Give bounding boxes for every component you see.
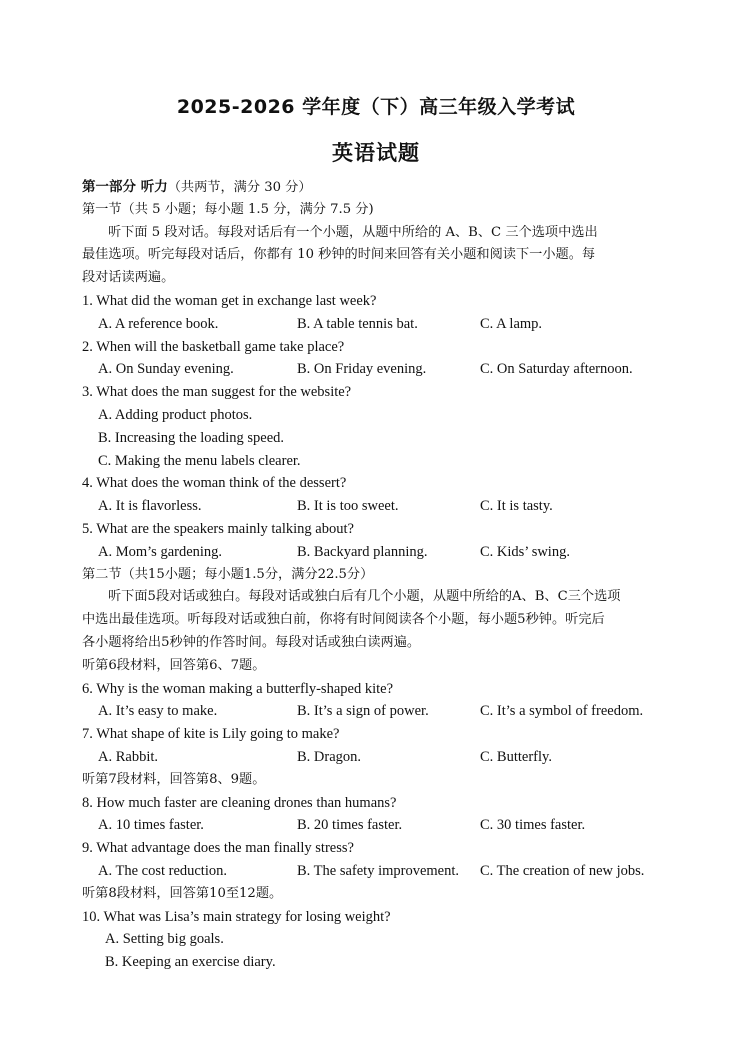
section1-instruction-line: 听下面 5 段对话。每段对话后有一个小题，从题中所给的 A、B、C 三个选项中选出 — [108, 224, 598, 240]
question-stem: 4. What does the woman think of the dessert? — [82, 475, 347, 492]
question-stem: 9. What advantage does the man finally stress? — [82, 840, 354, 857]
option-b: B. 20 times faster. — [297, 817, 403, 834]
part1-heading-note: （共两节，满分 30 分） — [167, 180, 312, 195]
section2-instruction-line: 中选出最佳选项。听每段对话或独白前，你将有时间阅读各个小题，每小题5秒钟。听完后 — [82, 612, 605, 628]
option-c: C. Making the menu labels clearer. — [98, 452, 301, 469]
option-a: A. On Sunday evening. — [98, 361, 234, 378]
option-c: C. Butterfly. — [480, 748, 552, 765]
options-row — [82, 814, 682, 837]
question-stem: 3. What does the man suggest for the website? — [82, 384, 352, 401]
options-row — [82, 541, 682, 564]
option-b: B. Increasing the loading speed. — [98, 429, 285, 446]
option-a: A. Rabbit. — [98, 748, 159, 765]
group-heading: 听第7段材料，回答第8、9题。 — [82, 771, 266, 787]
option-c: C. Kids’ swing. — [480, 543, 570, 560]
option-b: B. A table tennis bat. — [297, 315, 418, 332]
option-a: A. Mom’s gardening. — [98, 543, 223, 560]
option-c: C. 30 times faster. — [480, 817, 586, 834]
option-a: A. It is flavorless. — [98, 498, 202, 515]
option-b: B. Backyard planning. — [297, 543, 428, 560]
section2-heading: 第二节（共15小题；每小题1.5分，满分22.5分） — [82, 566, 374, 582]
option-b: B. On Friday evening. — [297, 361, 427, 378]
group-heading: 听第8段材料，回答第10至12题。 — [82, 885, 283, 901]
exam-subtitle: 英语试题 — [332, 141, 420, 165]
option-a: A. It’s easy to make. — [98, 703, 218, 720]
options-row — [82, 495, 682, 518]
option-a: A. Adding product photos. — [98, 406, 253, 423]
question-stem: 1. What did the woman get in exchange last week? — [82, 292, 377, 309]
section1-heading: 第一节（共 5 小题；每小题 1.5 分，满分 7.5 分) — [82, 201, 374, 217]
question-stem: 2. When will the basketball game take place? — [82, 338, 345, 355]
options-row — [82, 746, 682, 769]
option-b: B. It’s a sign of power. — [297, 703, 429, 720]
option-b: B. Dragon. — [297, 748, 362, 765]
option-c: C. The creation of new jobs. — [480, 862, 645, 879]
section2-instruction-line: 各小题将给出5秒钟的作答时间。每段对话或独白读两遍。 — [82, 634, 421, 650]
options-row — [82, 313, 682, 336]
options-row — [82, 860, 682, 883]
section2-instruction-line: 听下面5段对话或独白。每段对话或独白后有几个小题，从题中所给的A、B、C三个选项 — [108, 589, 621, 605]
option-a: A. Setting big goals. — [105, 931, 224, 948]
option-a: A. A reference book. — [98, 315, 219, 332]
option-c: C. On Saturday afternoon. — [480, 361, 633, 378]
option-a: A. The cost reduction. — [98, 862, 227, 879]
option-b: B. Keeping an exercise diary. — [105, 954, 276, 971]
section1-instruction-line: 段对话读两遍。 — [82, 270, 175, 286]
question-stem: 10. What was Lisa’s main strategy for losing weight? — [82, 908, 391, 925]
option-c: C. A lamp. — [480, 315, 543, 332]
options-row — [82, 358, 682, 381]
part1-heading-bold: 第一部分 听力 — [82, 179, 168, 195]
option-c: C. It is tasty. — [480, 498, 553, 515]
option-b: B. The safety improvement. — [297, 862, 460, 879]
option-a: A. 10 times faster. — [98, 817, 204, 834]
question-stem: 8. How much faster are cleaning drones than humans? — [82, 794, 397, 811]
part1-heading — [82, 176, 682, 199]
option-b: B. It is too sweet. — [297, 498, 399, 515]
question-stem: 7. What shape of kite is Lily going to make? — [82, 726, 340, 743]
exam-body — [82, 176, 682, 974]
exam-title: 2025-2026 学年度（下）高三年级入学考试 — [176, 96, 576, 118]
options-row — [82, 700, 682, 723]
section1-instruction-line: 最佳选项。听完每段对话后，你都有 10 秒钟的时间来回答有关小题和阅读下一小题。每 — [82, 247, 596, 263]
group-heading: 听第6段材料，回答第6、7题。 — [82, 657, 266, 673]
option-c: C. It’s a symbol of freedom. — [480, 703, 644, 720]
question-stem: 6. Why is the woman making a butterfly-shaped kite? — [82, 680, 393, 697]
question-stem: 5. What are the speakers mainly talking about? — [82, 520, 354, 537]
